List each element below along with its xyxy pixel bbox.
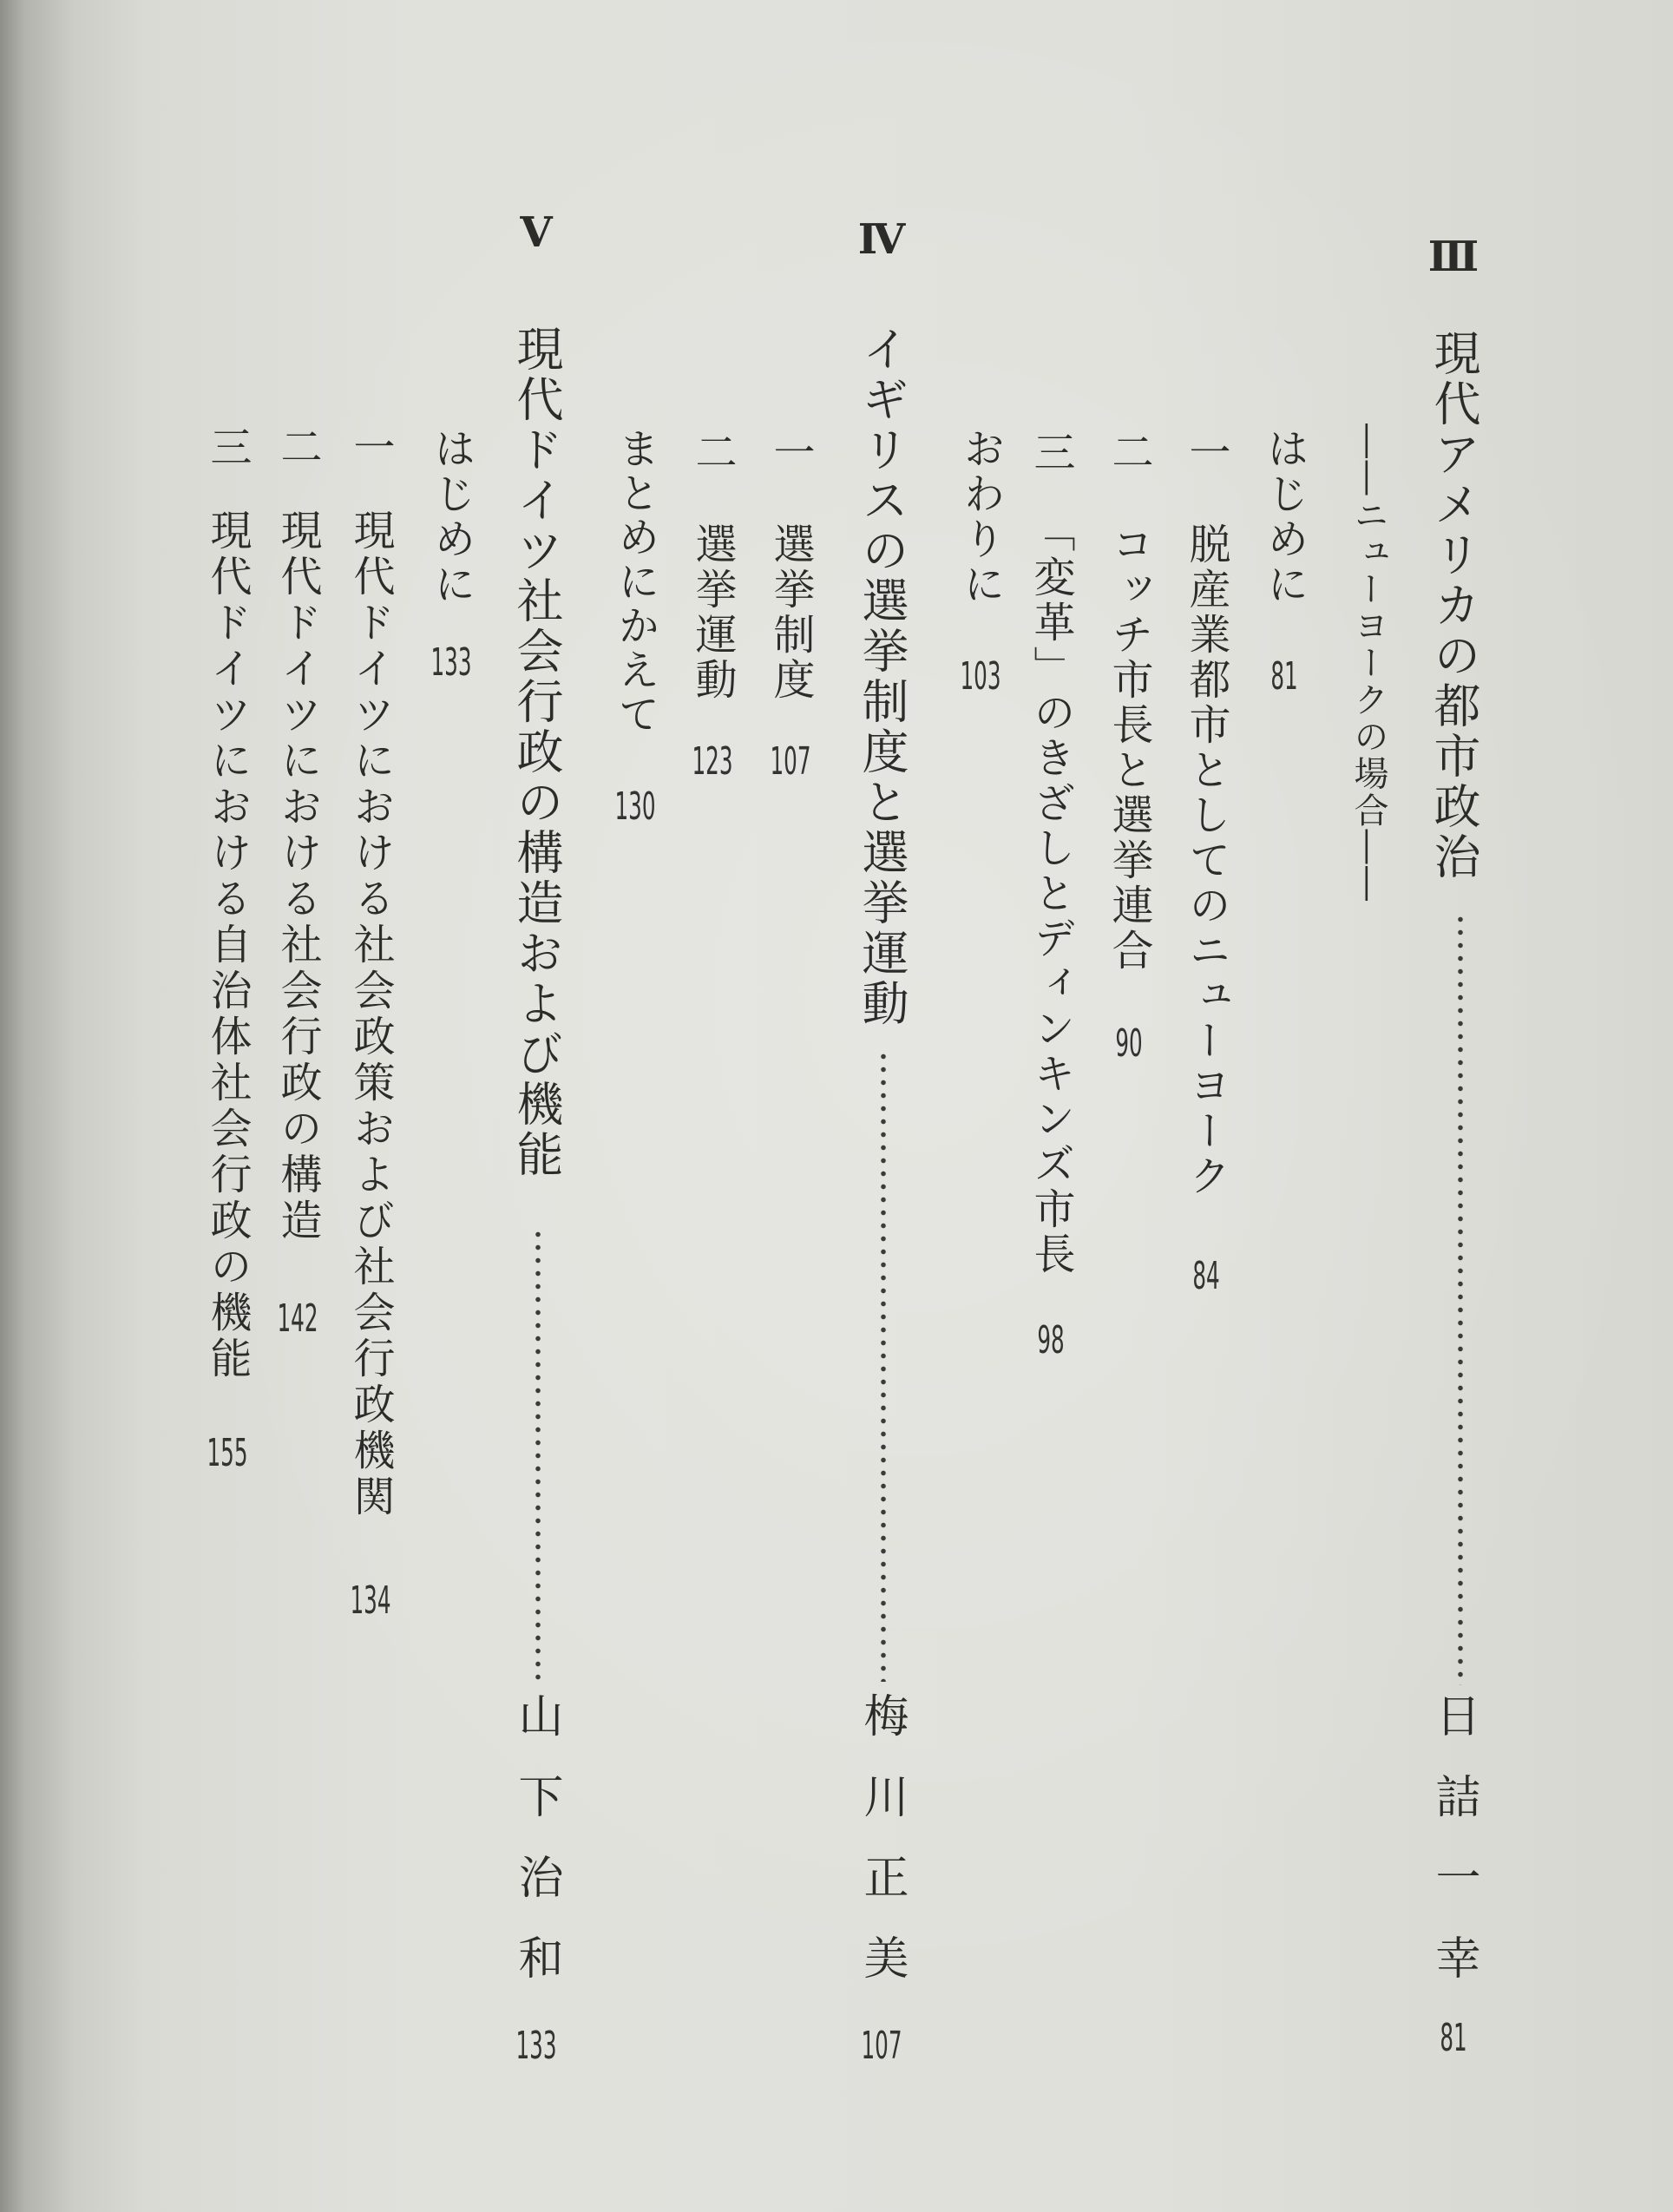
entry-number: 一	[346, 425, 395, 470]
section-numeral: Ⅳ	[857, 215, 906, 264]
entry-text: 選挙運動	[688, 522, 737, 703]
entry-page-number: 84	[1192, 1254, 1220, 1298]
section-page-number: 133	[515, 2024, 557, 2068]
entry-number: 二	[688, 430, 737, 476]
section-title: 現代アメリカの都市政治	[1427, 329, 1481, 883]
entry-text: はじめに	[1260, 427, 1309, 607]
entry-number: 二	[1105, 430, 1153, 476]
dot-leader	[1456, 913, 1465, 1685]
section-author: 梅川正美	[856, 1692, 908, 2015]
entry-page-number: 155	[207, 1431, 248, 1475]
section-subtitle: ――ニューヨークの場合――	[1348, 423, 1388, 903]
entry-number: 三	[203, 425, 252, 470]
entry-page-number: 123	[692, 739, 733, 784]
entry-number: 二	[273, 425, 322, 470]
entry-text: 現代ドイツにおける社会行政の構造	[273, 509, 322, 1244]
entry-page-number: 98	[1037, 1318, 1065, 1362]
entry-text: 現代ドイツにおける社会政策および社会行政機関	[346, 509, 395, 1520]
dot-leader	[879, 1050, 888, 1682]
section-page-number: 107	[861, 2024, 902, 2068]
section-author: 山下治和	[510, 1692, 562, 2015]
entry-page-number: 134	[350, 1579, 391, 1623]
entry-page-number: 142	[277, 1296, 318, 1341]
entry-page-number: 81	[1270, 654, 1298, 699]
entry-text: まとめにかえて	[611, 427, 659, 737]
section-numeral: Ⅲ	[1427, 233, 1479, 281]
section-title: 現代ドイツ社会行政の構造および機能	[509, 325, 564, 1180]
entry-text: 脱産業都市としてのニューヨーク	[1182, 522, 1230, 1199]
section-author: 日詰一幸	[1427, 1692, 1479, 2015]
section-numeral: Ⅴ	[520, 208, 553, 257]
entry-page-number: 107	[770, 739, 811, 784]
entry-text: 「変革」のきざしとディンキンズ市長	[1027, 510, 1075, 1277]
entry-text: はじめに	[427, 427, 476, 607]
entry-page-number: 130	[614, 784, 656, 829]
entry-text: コッチ市長と選挙連合	[1105, 522, 1153, 974]
entry-text: 現代ドイツにおける自治体社会行政の機能	[203, 509, 252, 1382]
entry-number: 一	[1182, 430, 1230, 476]
dot-leader	[534, 1228, 542, 1682]
entry-page-number: 103	[960, 654, 1001, 699]
section-page-number: 81	[1440, 2016, 1467, 2060]
section-title: イギリスの選挙制度と選挙運動	[855, 325, 909, 1029]
entry-page-number: 133	[430, 640, 472, 685]
entry-number: 三	[1027, 430, 1075, 476]
entry-number: 一	[766, 430, 815, 476]
entry-page-number: 90	[1115, 1021, 1143, 1066]
entry-text: 選挙制度	[766, 522, 815, 703]
entry-text: おわりに	[956, 427, 1005, 607]
